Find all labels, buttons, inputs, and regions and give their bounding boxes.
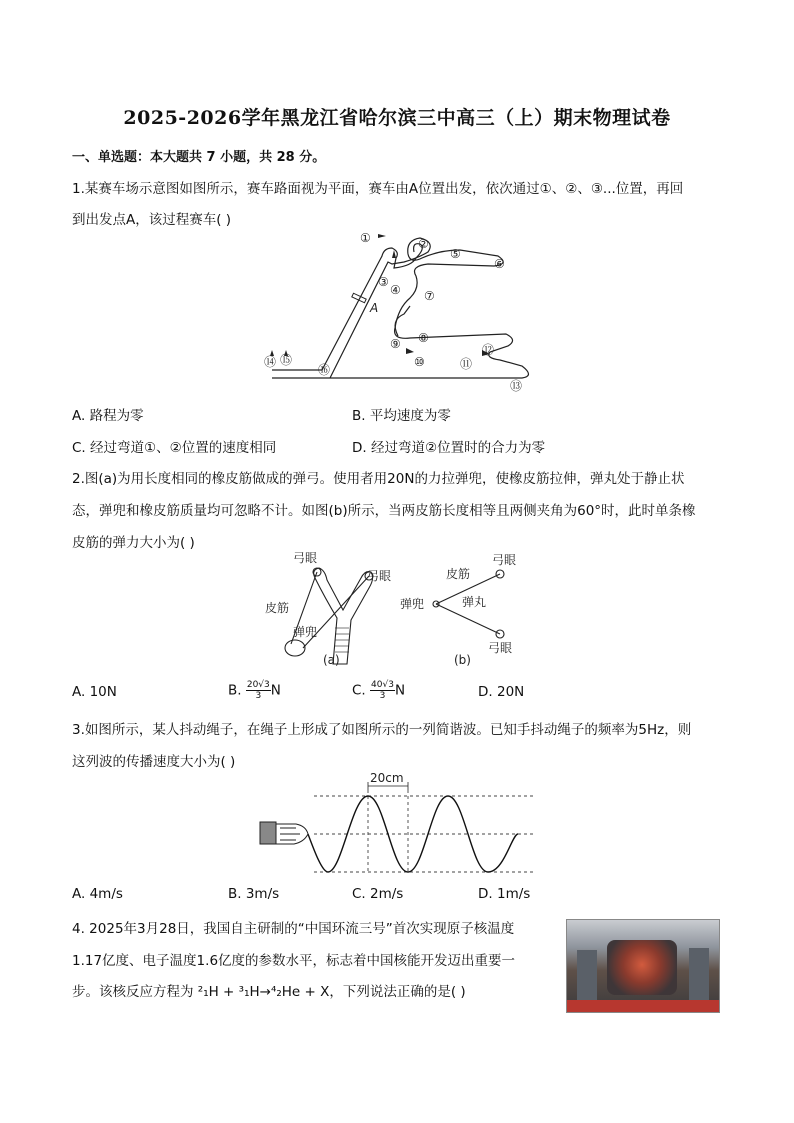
q2-text-line3: 皮筋的弹力大小为( )	[72, 535, 195, 551]
q2-option-c-prefix: C.	[352, 682, 371, 699]
q2-option-c-unit: N	[394, 682, 406, 699]
fig-a-pouch-label: 弹兜	[293, 625, 318, 639]
wave-figure	[256, 770, 540, 880]
fig-b-eye-label-2: 弓眼	[488, 641, 513, 655]
fig-b-eye-label-1: 弓眼	[492, 553, 517, 567]
track-label-12: ⑫	[482, 343, 495, 357]
track-label-6: ⑥	[494, 257, 505, 271]
q1-option-d[interactable]: D. 经过弯道②位置时的合力为零	[352, 440, 546, 456]
fig-b-caption: (b)	[454, 653, 471, 667]
page-title: 2025-2026学年黑龙江省哈尔滨三中高三（上）期末物理试卷	[123, 107, 671, 129]
fig-b-ball-label: 弹丸	[462, 595, 487, 609]
q4-text-line1: 4. 2025年3月28日，我国自主研制的“中国环流三号”首次实现原子核温度	[72, 921, 515, 937]
fig-b-pouch-label: 弹兜	[400, 597, 425, 611]
q2-option-b[interactable]	[228, 680, 281, 701]
q2-text-line2: 态，弹兜和橡皮筋质量均可忽略不计。如图(b)所示，当两皮筋长度相等且两侧夹角为60°时，此时单条橡	[72, 503, 696, 519]
track-label-4: ④	[390, 283, 401, 297]
q3-text-line2: 这列波的传播速度大小为( )	[72, 754, 236, 770]
q1-text-line1: 1.某赛车场示意图如图所示，赛车路面视为平面，赛车由A位置出发，依次通过①、②、③...位置，再回	[72, 181, 684, 197]
fig-a-eye-label-1: 弓眼	[293, 551, 318, 565]
q1-option-c[interactable]: C. 经过弯道①、②位置的速度相同	[72, 440, 277, 456]
section-heading: 一、单选题：本大题共 7 小题，共 28 分。	[72, 150, 326, 165]
q1-text-line2: 到出发点A，该过程赛车( )	[72, 212, 232, 228]
fig-a-band-label: 皮筋	[265, 601, 290, 615]
q1-option-a[interactable]: A. 路程为零	[72, 408, 144, 424]
track-label-5: ⑤	[450, 247, 461, 261]
race-track-figure	[260, 228, 540, 398]
q2-option-b-prefix: B.	[228, 682, 246, 699]
q2-text-line1: 2.图(a)为用长度相同的橡皮筋做成的弹弓。使用者用20N的力拉弹兜，使橡皮筋拉伸，弹丸处于静止状	[72, 471, 685, 487]
track-label-16: ⑯	[318, 363, 331, 377]
track-label-15: ⑮	[280, 353, 293, 367]
q2-option-c[interactable]	[352, 680, 405, 701]
track-label-8: ⑧	[418, 331, 429, 345]
track-label-7: ⑦	[424, 289, 435, 303]
q1-option-b[interactable]: B. 平均速度为零	[352, 408, 451, 424]
q3-option-c[interactable]: C. 2m/s	[352, 886, 404, 902]
fig-b-band-label: 皮筋	[446, 567, 471, 581]
track-label-11: ⑪	[460, 357, 473, 371]
q2-option-b-fraction: $\frac{20√3}{3}$	[246, 680, 270, 701]
slingshot-figure-a	[255, 548, 405, 672]
q4-text-line3: 步。该核反应方程为 ²₁H + ³₁H→⁴₂He + X，下列说法正确的是( )	[72, 984, 466, 1000]
q3-option-b[interactable]: B. 3m/s	[228, 886, 280, 902]
q3-option-a[interactable]: A. 4m/s	[72, 886, 123, 902]
track-label-13: ⑬	[510, 379, 523, 393]
q2-option-c-fraction: $\frac{40√3}{3}$	[371, 680, 394, 701]
q3-text-line1: 3.如图所示，某人抖动绳子，在绳子上形成了如图所示的一列简谐波。已知手抖动绳子的频率为5Hz，则	[72, 722, 692, 738]
track-label-9: ⑨	[390, 337, 401, 351]
slingshot-figure-b	[400, 548, 540, 672]
fusion-device-photo	[566, 919, 720, 1013]
q2-option-d[interactable]: D. 20N	[478, 684, 525, 700]
track-label-2: ②	[418, 237, 429, 251]
fig-a-caption: (a)	[323, 653, 340, 667]
track-label-1: ①	[360, 231, 371, 245]
q3-option-d[interactable]: D. 1m/s	[478, 886, 531, 902]
q4-text-line2: 1.17亿度、电子温度1.6亿度的参数水平，标志着中国核能开发迈出重要一	[72, 953, 516, 969]
q2-option-a[interactable]: A. 10N	[72, 684, 117, 700]
q2-option-b-unit: N	[270, 682, 281, 699]
track-label-3: ③	[378, 275, 389, 289]
wave-length-label: 20cm	[370, 771, 404, 785]
fig-a-eye-label-2: 弓眼	[367, 569, 392, 583]
track-label-14: ⑭	[264, 355, 277, 369]
hand-icon	[260, 822, 308, 844]
track-label-a: A	[370, 301, 379, 315]
track-label-10: ⑩	[414, 355, 425, 369]
